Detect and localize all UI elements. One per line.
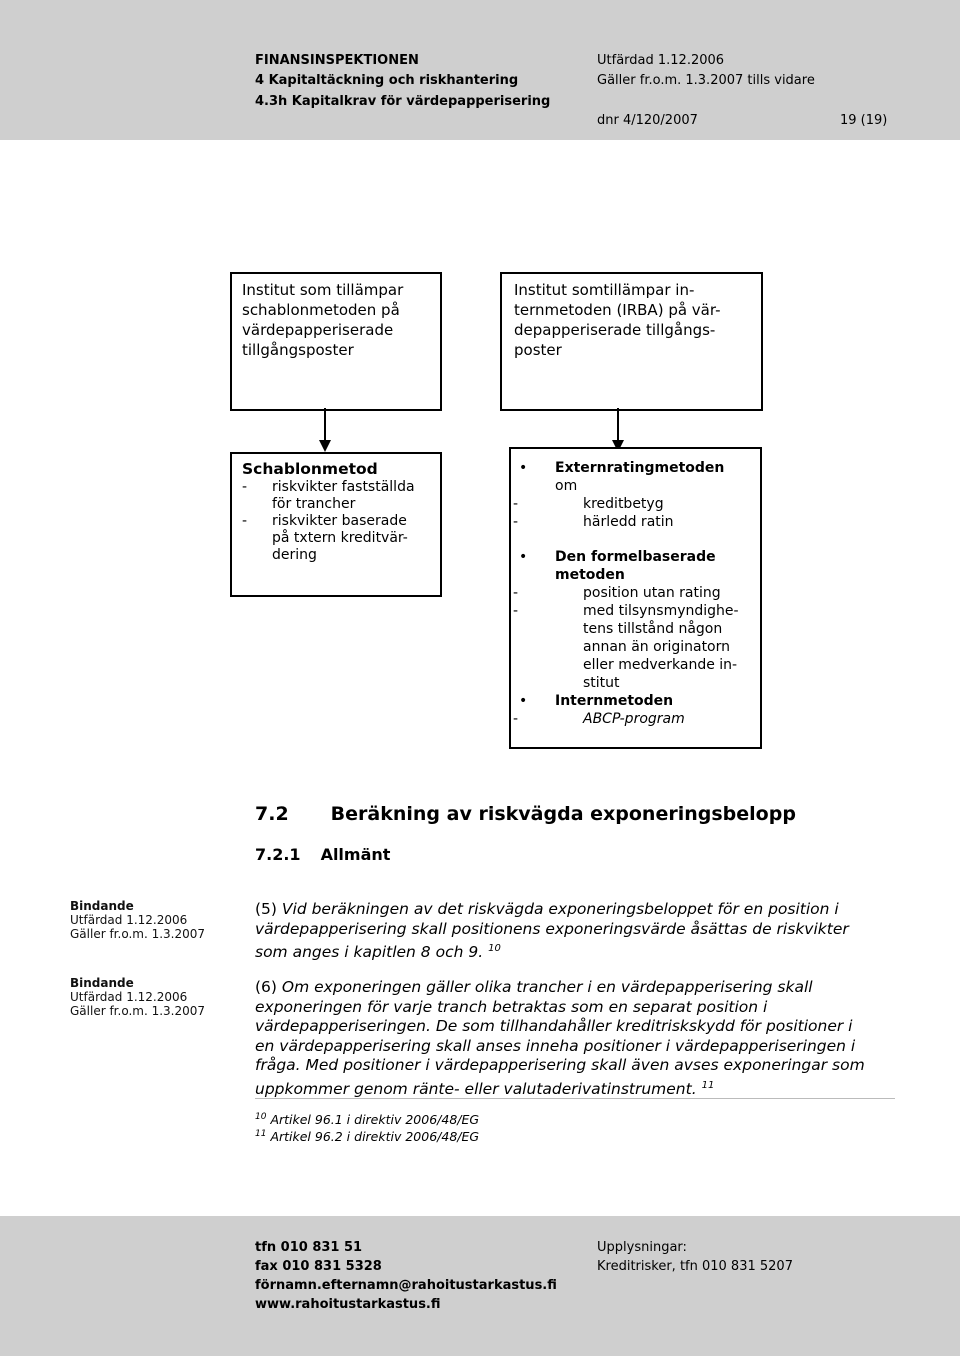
footer-info-label: Upplysningar:	[597, 1240, 687, 1255]
box-standard-method	[230, 452, 442, 597]
box-irba-institutions	[500, 272, 763, 411]
box-line: värdepapperiserade	[242, 321, 394, 339]
method-external-rating: • Externratingmetoden om	[519, 460, 725, 494]
footnote-ref[interactable]: 10	[488, 943, 501, 954]
box-irba-methods	[509, 447, 762, 749]
footer-website[interactable]: www.rahoitustarkastus.fi	[255, 1297, 441, 1312]
arrow-left-head	[319, 440, 331, 452]
method-formula-based: • Den formelbaserade metoden	[519, 549, 716, 583]
method-internal: • Internmetoden	[519, 693, 674, 709]
footnote-divider	[255, 1098, 895, 1099]
method-sub-item: - position utan rating	[513, 585, 721, 601]
paragraph-5: (5) Vid beräkningen av det riskvägda exponeringsbeloppet för en position i värdepapperisering skall positionens exponeringsvärde åsättas de riskvikter som anges i kapitlen 8 och 9. $^{10}$	[255, 900, 849, 962]
chapter-title: 4 Kapitaltäckning och riskhantering	[255, 73, 519, 88]
valid-date: Gäller fr.o.m. 1.3.2007 tills vidare	[597, 73, 815, 88]
org-name: FINANSINSPEKTIONEN	[255, 53, 419, 68]
header-band	[0, 0, 960, 140]
box-standard-institutions	[230, 272, 442, 411]
box-line: schablonmetoden på	[242, 301, 400, 319]
schablon-title: Schablonmetod	[242, 460, 378, 478]
method-sub-item: - med tilsynsmyndighe- tens tillstånd någon annan än originatorn eller medverkande in- stitut	[513, 603, 739, 691]
paragraph-6: (6) Om exponeringen gäller olika trancher i en värdepapperisering skall exponeringen för varje tranch betraktas som en separat position i värdepapperiseringen. De som tillhandahåller kreditriskskydd för positioner i en värdepapperisering skall anses inneha positioner i värdepapperiseringen i fråga. Med positioner i värdepapperisering skall även avses exponeringar som uppkommer genom ränte- eller valutaderivatinstrument. $^{11}$	[255, 978, 865, 1098]
method-sub-item: - kreditbetyg	[513, 496, 664, 512]
footer-info	[597, 1238, 793, 1276]
subsection-heading: 7.2.1 Allmänt	[255, 845, 391, 864]
footer-phone: tfn 010 831 51	[255, 1240, 363, 1255]
footnote: $^{10}$ Artikel 96.1 i direktiv 2006/48/EG	[255, 1112, 480, 1128]
margin-note: Bindande Utfärdad 1.12.2006 Gäller fr.o.m. 1.3.2007	[70, 976, 206, 1018]
box-line: Institut somtillämpar in-	[514, 281, 695, 299]
footer-email[interactable]: förnamn.efternamn@rahoitustarkastus.fi	[255, 1278, 557, 1293]
schablon-item: - riskvikter fastställda för trancher	[242, 479, 415, 512]
footnote-ref[interactable]: 11	[701, 1079, 715, 1091]
page-number: 19 (19)	[840, 113, 888, 128]
section-heading: 7.2 Beräkning av riskvägda exponeringsbelopp	[255, 803, 796, 825]
method-sub-item: - ABCP-program	[513, 711, 685, 727]
schablon-item: - riskvikter baserade på txtern kreditvär- dering	[242, 513, 408, 563]
document-number: dnr 4/120/2007	[597, 113, 698, 128]
method-sub-item: - härledd ratin	[513, 514, 674, 530]
footnote: $^{11}$ Artikel 96.2 i direktiv 2006/48/EG	[255, 1129, 480, 1145]
footer-contact	[255, 1238, 557, 1314]
box-line: tillgångsposter	[242, 341, 354, 359]
box-line: depapperiserade tillgångs-	[514, 321, 716, 339]
box-line: ternmetoden (IRBA) på vär-	[514, 301, 721, 319]
margin-note: Bindande Utfärdad 1.12.2006 Gäller fr.o.m. 1.3.2007	[70, 899, 206, 941]
box-line: Institut som tillämpar	[242, 281, 404, 299]
footer-fax: fax 010 831 5328	[255, 1259, 382, 1274]
box-line: poster	[514, 341, 562, 359]
footer-info-value: Kreditrisker, tfn 010 831 5207	[597, 1259, 793, 1274]
issued-date: Utfärdad 1.12.2006	[597, 53, 725, 68]
section-title: 4.3h Kapitalkrav för värdepapperisering	[255, 94, 551, 109]
